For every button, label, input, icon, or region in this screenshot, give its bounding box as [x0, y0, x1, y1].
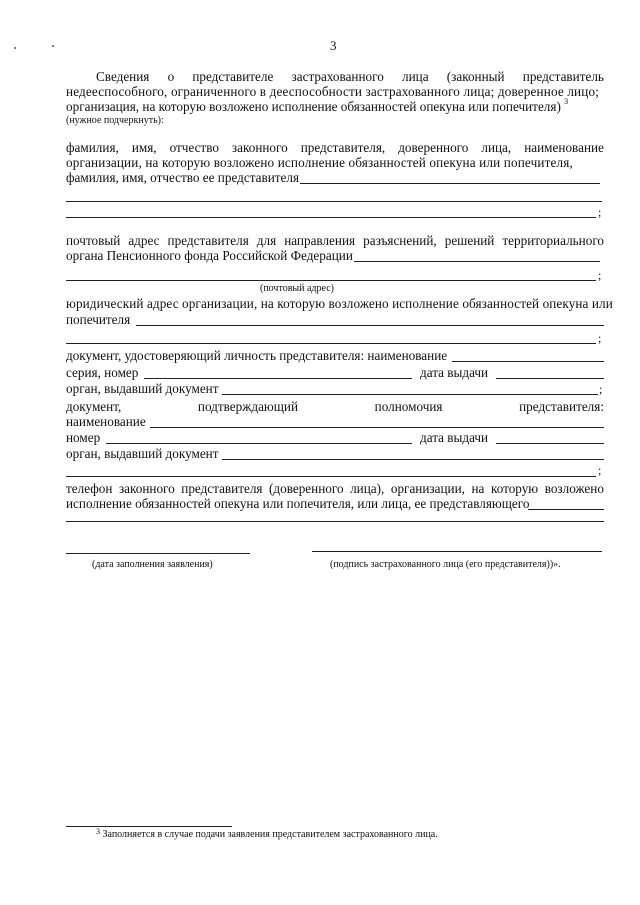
- heading-word: застрахованного: [291, 69, 384, 84]
- authority-word: представителя:: [519, 399, 604, 414]
- legal-address-line2: попечителя: [66, 312, 131, 327]
- identity-issuer-label: орган, выдавший документ: [66, 381, 219, 396]
- representative-name-line1: [66, 140, 604, 156]
- authority-name-label: наименование: [66, 414, 146, 429]
- postal-word: решений: [444, 233, 495, 248]
- legal-address-line1: юридический адрес организации, на которую возложено исполнение обязанностей опекуна или: [66, 296, 613, 311]
- identity-issue-date-label: дата выдачи: [420, 365, 489, 380]
- heading-word: лица: [402, 69, 429, 84]
- phone-field[interactable]: [528, 509, 604, 510]
- footnote: [96, 829, 438, 840]
- representative-name-line3: фамилия, имя, отчество ее представителя: [66, 170, 300, 185]
- name-word: доверенного: [398, 140, 469, 155]
- postal-word: направления: [284, 233, 356, 248]
- authority-issue-date-label: дата выдачи: [420, 430, 489, 445]
- footnote-number: 3: [96, 827, 100, 836]
- postal-address-line2: органа Пенсионного фонда Российской Федерации: [66, 248, 353, 263]
- legal-address-field-line2[interactable]: [66, 343, 596, 344]
- postal-address-field-line2[interactable]: [66, 280, 596, 281]
- page-number: 3: [330, 38, 337, 53]
- name-word: лица,: [481, 140, 512, 155]
- field-semicolon: ;: [599, 382, 603, 396]
- authority-issuer-label: орган, выдавший документ: [66, 446, 219, 461]
- authority-document-heading: [66, 399, 604, 415]
- identity-series-field[interactable]: [144, 378, 412, 379]
- authority-word: полномочия: [374, 399, 443, 414]
- phone-word: (доверенного: [269, 481, 344, 496]
- postal-word: представителя: [167, 233, 249, 248]
- postal-word: разъяснений,: [363, 233, 437, 248]
- authority-issue-date-field[interactable]: [496, 443, 604, 444]
- phone-word: организации,: [390, 481, 465, 496]
- authority-word: документ,: [66, 399, 122, 414]
- representative-name-field-line3[interactable]: [66, 217, 596, 218]
- authority-issuer-field[interactable]: [222, 459, 604, 460]
- legal-address-field[interactable]: [136, 325, 604, 326]
- heading-word: (законный: [446, 69, 505, 84]
- phone-word: лица),: [350, 481, 385, 496]
- phone-word: телефон: [66, 481, 113, 496]
- postal-address-field[interactable]: [354, 261, 600, 262]
- identity-issue-date-field[interactable]: [496, 378, 604, 379]
- postal-word: территориального: [502, 233, 604, 248]
- underline-note: (нужное подчеркнуть):: [66, 115, 164, 126]
- name-word: имя,: [131, 140, 157, 155]
- name-word: законного: [231, 140, 288, 155]
- phone-field-line2[interactable]: [66, 521, 604, 522]
- phone-line1: [66, 481, 604, 497]
- authority-issuer-field-line2[interactable]: [66, 476, 596, 477]
- name-word: наименование: [524, 140, 604, 155]
- postal-word: адрес: [128, 233, 160, 248]
- phone-word: на: [471, 481, 485, 496]
- scan-speck: [52, 45, 54, 47]
- postal-word: почтовый: [66, 233, 121, 248]
- field-semicolon: ;: [598, 463, 602, 477]
- postal-word: для: [256, 233, 277, 248]
- identity-issuer-field[interactable]: [222, 394, 598, 395]
- signature-field[interactable]: [312, 551, 602, 552]
- authority-word: подтверждающий: [197, 399, 299, 414]
- representative-heading-line3: [66, 99, 568, 115]
- phone-word: представителя: [181, 481, 263, 496]
- field-semicolon: ;: [598, 331, 602, 345]
- phone-line2: исполнение обязанностей опекуна или попечителя, или лица, ее представляющего: [66, 496, 530, 511]
- field-semicolon: ;: [598, 205, 602, 219]
- representative-name-line2: организации, на которую возложено исполнение обязанностей опекуна или попечителя,: [66, 155, 573, 170]
- footnote-divider: [66, 826, 232, 827]
- postal-address-caption: (почтовый адрес): [260, 283, 334, 294]
- heading-word: Сведения: [96, 69, 150, 84]
- date-caption: (дата заполнения заявления): [92, 559, 213, 570]
- identity-document-name-field[interactable]: [452, 361, 604, 362]
- identity-series-label: серия, номер: [66, 365, 139, 380]
- representative-name-field-line2[interactable]: [66, 201, 602, 202]
- footnote-text: Заполняется в случае подачи заявления представителем застрахованного лица.: [102, 829, 438, 840]
- phone-word: законного: [118, 481, 175, 496]
- heading-word: представитель: [522, 69, 604, 84]
- signature-caption: (подпись застрахованного лица (его представителя))».: [330, 559, 561, 570]
- representative-name-field[interactable]: [300, 183, 600, 184]
- representative-heading-line1: [96, 69, 604, 85]
- phone-word: возложено: [544, 481, 604, 496]
- field-semicolon: ;: [598, 268, 602, 282]
- phone-word: которую: [490, 481, 539, 496]
- representative-heading-line2: недееспособного, ограниченного в дееспособности застрахованного лица; доверенное лицо;: [66, 84, 600, 99]
- postal-address-line1: [66, 233, 604, 249]
- heading-line3-text: организация, на которую возложено исполнение обязанностей опекуна или попечителя): [66, 99, 561, 114]
- authority-name-field[interactable]: [150, 427, 604, 428]
- name-word: отчество: [169, 140, 219, 155]
- name-word: представителя,: [300, 140, 386, 155]
- date-field[interactable]: [66, 553, 250, 554]
- scan-speck: [14, 47, 16, 49]
- footnote-reference: 3: [564, 97, 569, 106]
- heading-word: о: [167, 69, 175, 84]
- heading-word: представителе: [192, 69, 274, 84]
- authority-number-label: номер: [66, 430, 101, 445]
- name-word: фамилия,: [66, 140, 119, 155]
- authority-number-field[interactable]: [106, 443, 412, 444]
- identity-document-label: документ, удостоверяющий личность представителя: наименование: [66, 348, 448, 363]
